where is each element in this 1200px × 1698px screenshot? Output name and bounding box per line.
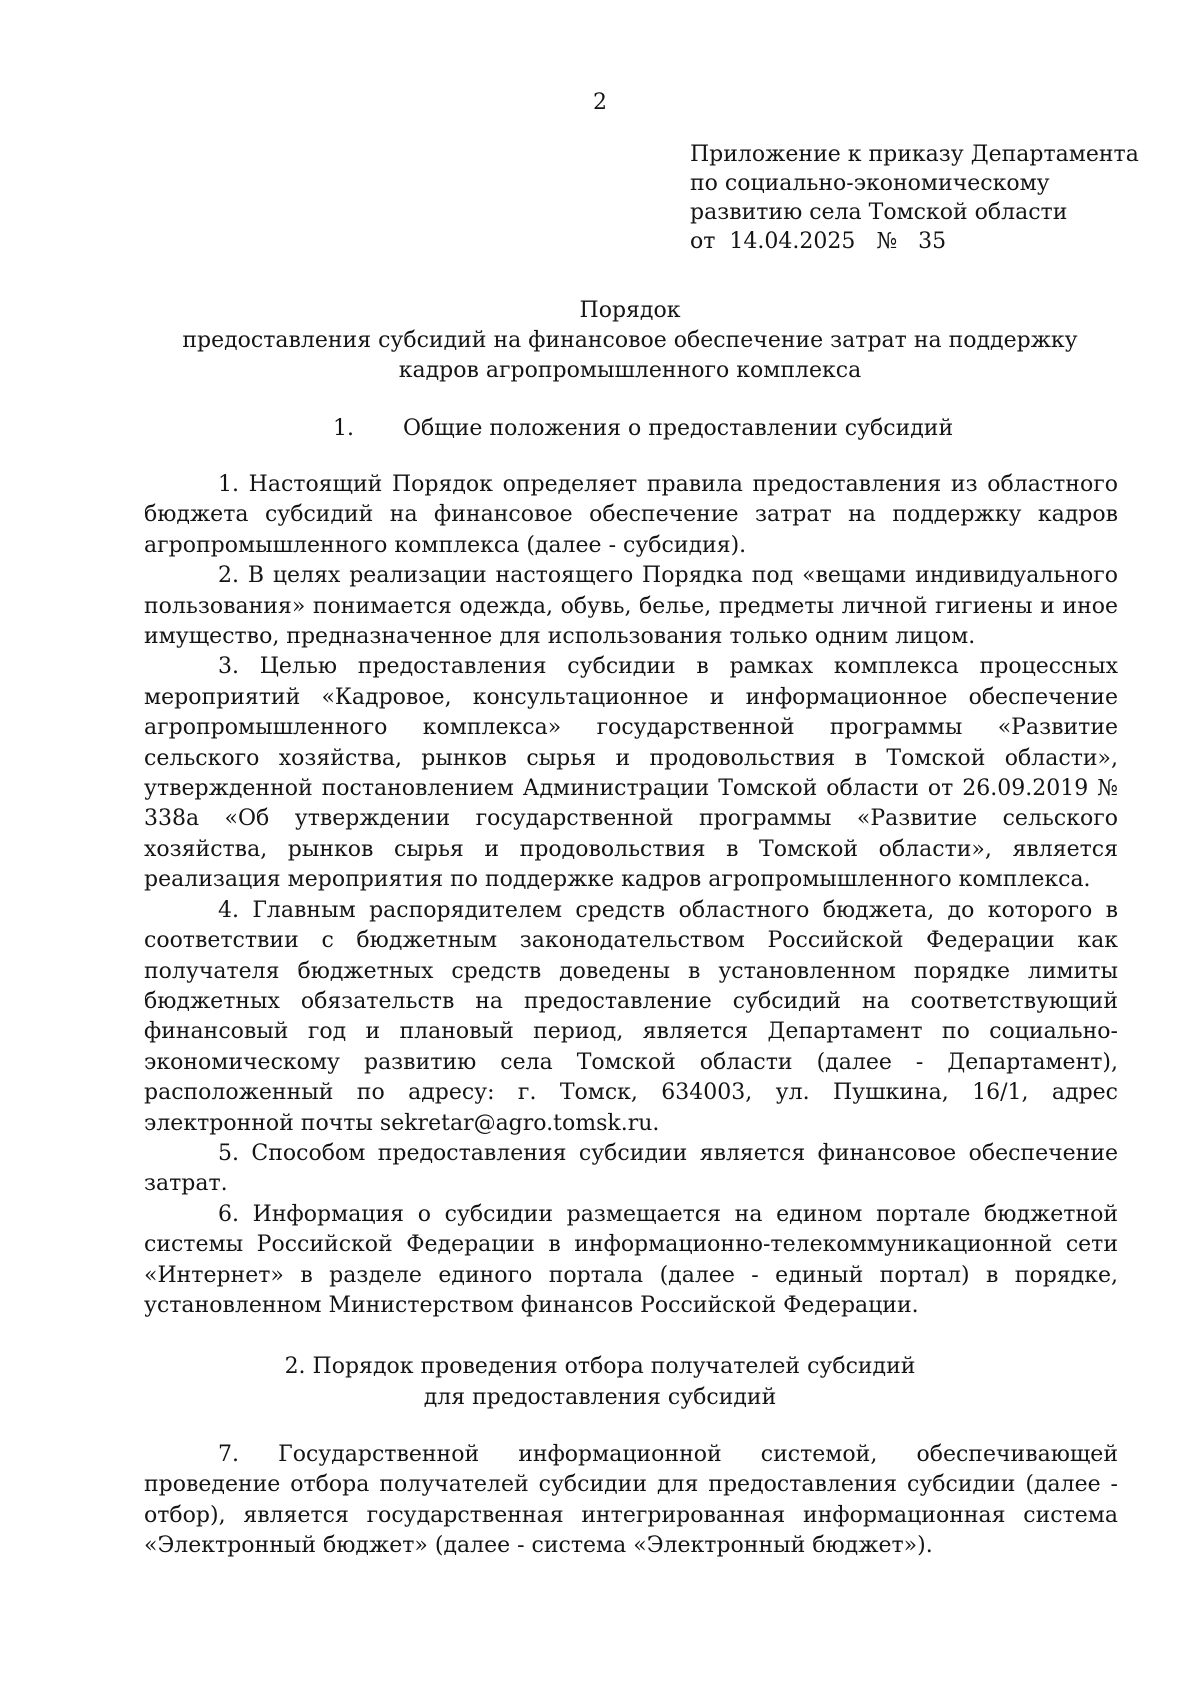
appendix-line: по социально-экономическому <box>690 171 1050 196</box>
title-line: Порядок <box>579 298 681 323</box>
paragraph: 6. Информация о субсидии размещается на едином портале бюджетной системы Российской Федерации в информационно-телекоммуникационной сети «Интернет» в разделе единого портала (далее - единый портал) в порядке, установленном Министерством финансов Российской Федерации. <box>144 1201 1118 1318</box>
appendix-line: Приложение к приказу Департамента <box>690 142 1139 167</box>
title-line: предоставления субсидий на финансовое обеспечение затрат на поддержку <box>182 328 1078 353</box>
appendix-date-number: от 14.04.2025 № 35 <box>690 229 947 254</box>
paragraph: 3. Целью предоставления субсидии в рамках комплекса процессных мероприятий «Кадровое, консультационное и информационное обеспечение агропромышленного комплекса» государственной программы «Развитие сельского хозяйства, рынков сырья и продовольствия в Томской области», утвержденной постановлением Администрации Томской области от 26.09.2019 № 338а «Об утверждении государственной программы «Развитие сельского хозяйства, рынков сырья и продовольствия в Томской области», является реализация мероприятия по поддержке кадров агропромышленного комплекса. <box>144 654 1118 893</box>
section-title-line: 2. Порядок проведения отбора получателей субсидий <box>284 1354 916 1379</box>
paragraph: 1. Настоящий Порядок определяет правила предоставления из областного бюджета субсидий на финансовое обеспечение затрат на поддержку кадров агропромышленного комплекса (далее - субсидия). <box>144 472 1118 558</box>
page-number: 2 <box>593 90 607 115</box>
appendix-block <box>690 140 1170 256</box>
section-number: 1. <box>333 416 354 441</box>
section-2-heading <box>0 1351 1200 1413</box>
paragraph: 7. Государственной информационной системой, обеспечивающей проведение отбора получателей субсидии для предоставления субсидии (далее - отбор), является государственная интегрированная информационная система «Электронный бюджет» (далее - система «Электронный бюджет»). <box>144 1442 1118 1559</box>
section-2-body <box>144 1440 1118 1562</box>
title-line: кадров агропромышленного комплекса <box>398 358 862 383</box>
section-title-line: для предоставления субсидий <box>423 1385 777 1410</box>
paragraph: 2. В целях реализации настоящего Порядка под «вещами индивидуального пользования» понимается одежда, обувь, белье, предметы личной гигиены и иное имущество, предназначенное для использования только одним лицом. <box>144 563 1118 650</box>
section-title: Общие положения о предоставлении субсидий <box>403 416 954 441</box>
section-1-body <box>144 470 1118 1321</box>
paragraph: 5. Способом предоставления субсидии является финансовое обеспечение затрат. <box>144 1140 1118 1197</box>
document-title <box>140 296 1120 386</box>
appendix-line: развитию села Томской области <box>690 200 1068 225</box>
paragraph: 4. Главным распорядителем средств областного бюджета, до которого в соответствии с бюджетным законодательством Российской Федерации как получателя бюджетных средств доведены в установленном порядке лимиты бюджетных обязательств на предоставление субсидий на соответствующий финансовый год и плановый период, является Департамент по социально-экономическому развитию села Томской области (далее - Департамент), расположенный по адресу: г. Томск, 634003, ул. Пушкина, 16/1, адрес электронной почты sekretar@agro.tomsk.ru. <box>144 897 1118 1136</box>
